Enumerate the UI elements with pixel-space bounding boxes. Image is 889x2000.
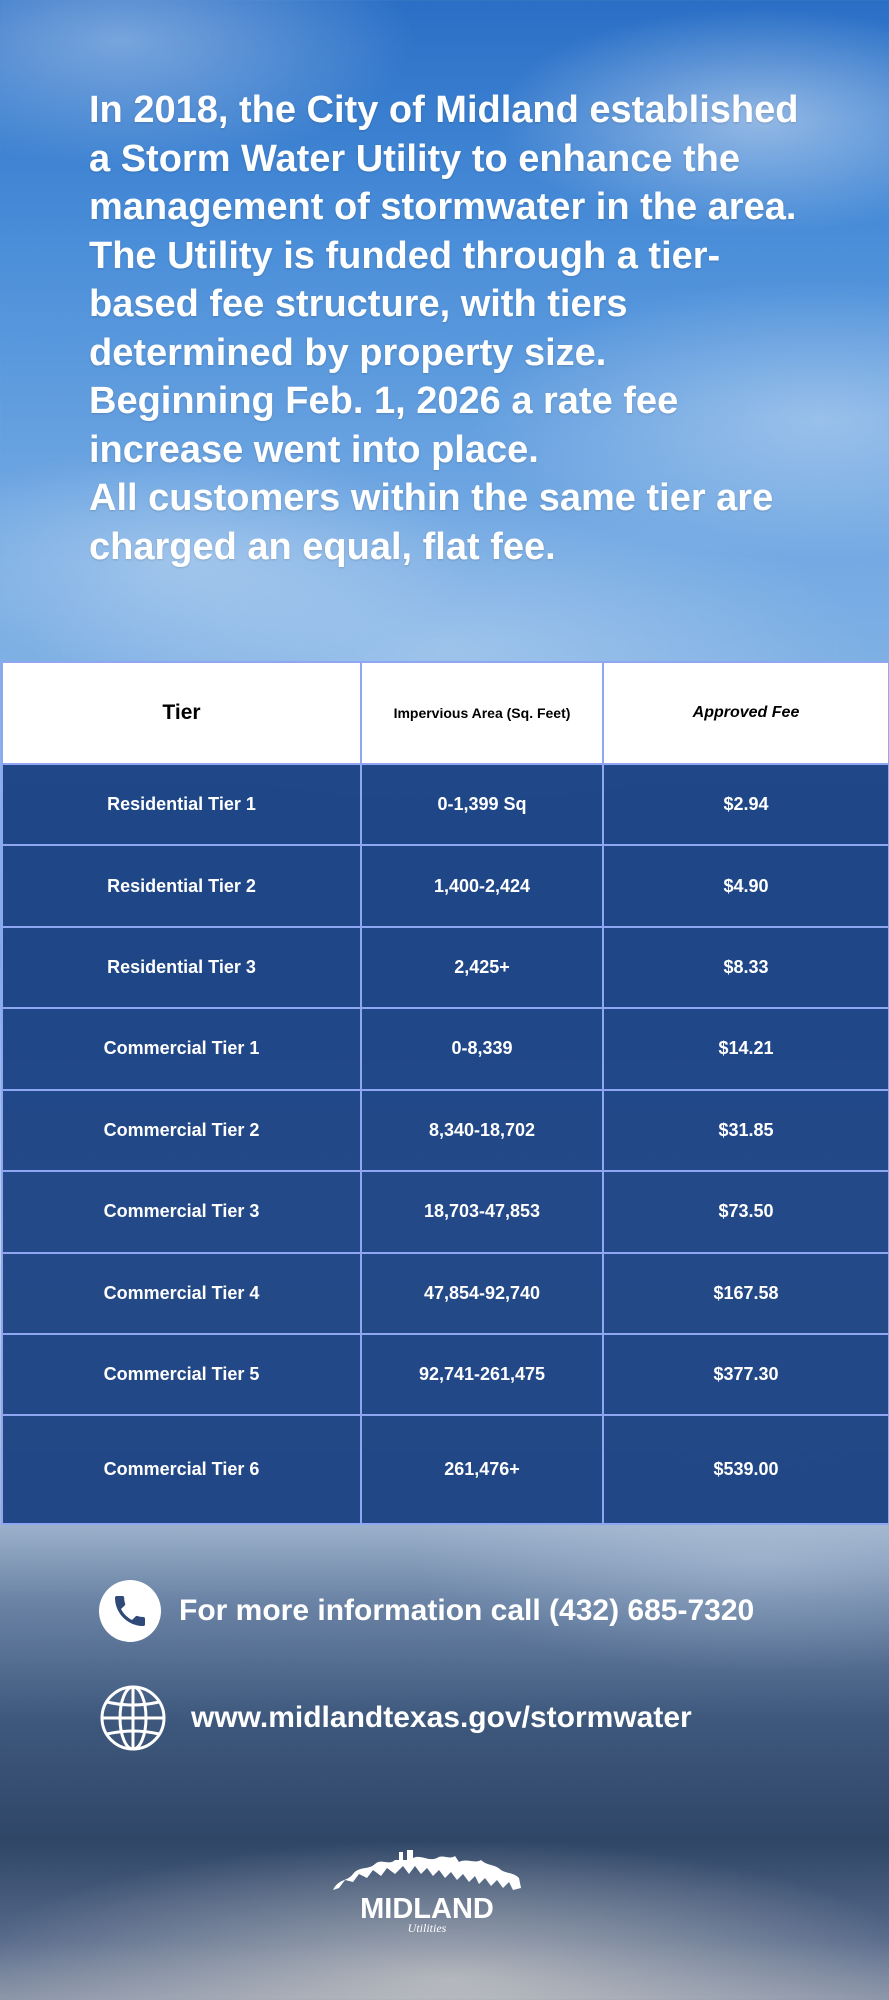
table-row: [2, 1008, 889, 1089]
logo-sub: Utilities: [407, 1921, 447, 1934]
website-text: www.midlandtexas.gov/stormwater: [191, 1701, 692, 1734]
website-link[interactable]: [99, 1684, 692, 1752]
header-impervious-area: Impervious Area (Sq. Feet): [361, 662, 603, 764]
area-cell: 261,476+: [361, 1415, 603, 1524]
area-cell: 0-1,399 Sq: [361, 764, 603, 845]
tier-cell: Commercial Tier 2: [2, 1090, 361, 1171]
tier-cell: Commercial Tier 5: [2, 1334, 361, 1415]
fee-cell: $8.33: [603, 927, 889, 1008]
intro-paragraph-2: Beginning Feb. 1, 2026 a rate fee increase went into place.: [89, 380, 679, 471]
phone-text: For more information call (432) 685-7320: [179, 1594, 755, 1627]
area-cell: 0-8,339: [361, 1008, 603, 1089]
table-row: [2, 1334, 889, 1415]
fee-table-header-row: [2, 662, 889, 764]
tier-cell: Commercial Tier 1: [2, 1008, 361, 1089]
fee-cell: $167.58: [603, 1253, 889, 1334]
area-cell: 18,703-47,853: [361, 1171, 603, 1252]
fee-cell: $2.94: [603, 764, 889, 845]
table-row: [2, 1415, 889, 1524]
area-cell: 8,340-18,702: [361, 1090, 603, 1171]
tier-cell: Residential Tier 1: [2, 764, 361, 845]
tier-cell: Residential Tier 2: [2, 845, 361, 926]
fee-table: [1, 661, 889, 1525]
globe-icon: [99, 1684, 167, 1752]
logo-name: MIDLAND: [360, 1893, 494, 1925]
tier-cell: Commercial Tier 6: [2, 1415, 361, 1524]
phone-icon: [99, 1580, 161, 1642]
midland-utilities-logo: [329, 1848, 525, 1934]
intro-text: [89, 86, 809, 571]
intro-paragraph-3: All customers within the same tier are charged an equal, flat fee.: [89, 477, 774, 568]
fee-cell: $73.50: [603, 1171, 889, 1252]
fee-cell: $14.21: [603, 1008, 889, 1089]
fee-cell: $4.90: [603, 845, 889, 926]
header-approved-fee: Approved Fee: [603, 662, 889, 764]
fee-cell: $377.30: [603, 1334, 889, 1415]
table-row: [2, 1090, 889, 1171]
area-cell: 92,741-261,475: [361, 1334, 603, 1415]
table-row: [2, 845, 889, 926]
area-cell: 47,854-92,740: [361, 1253, 603, 1334]
fee-cell: $31.85: [603, 1090, 889, 1171]
tier-cell: Residential Tier 3: [2, 927, 361, 1008]
table-row: [2, 764, 889, 845]
phone-contact[interactable]: [99, 1580, 754, 1642]
header-tier: Tier: [2, 662, 361, 764]
intro-paragraph-1: In 2018, the City of Midland established a Storm Water Utility to enhance the management of stormwater in the area. The Utility is funded through a tier-based fee structure, with tiers determined by property size.: [89, 89, 799, 374]
fee-cell: $539.00: [603, 1415, 889, 1524]
tier-cell: Commercial Tier 3: [2, 1171, 361, 1252]
table-row: [2, 1253, 889, 1334]
area-cell: 1,400-2,424: [361, 845, 603, 926]
tier-cell: Commercial Tier 4: [2, 1253, 361, 1334]
area-cell: 2,425+: [361, 927, 603, 1008]
table-row: [2, 1171, 889, 1252]
table-row: [2, 927, 889, 1008]
